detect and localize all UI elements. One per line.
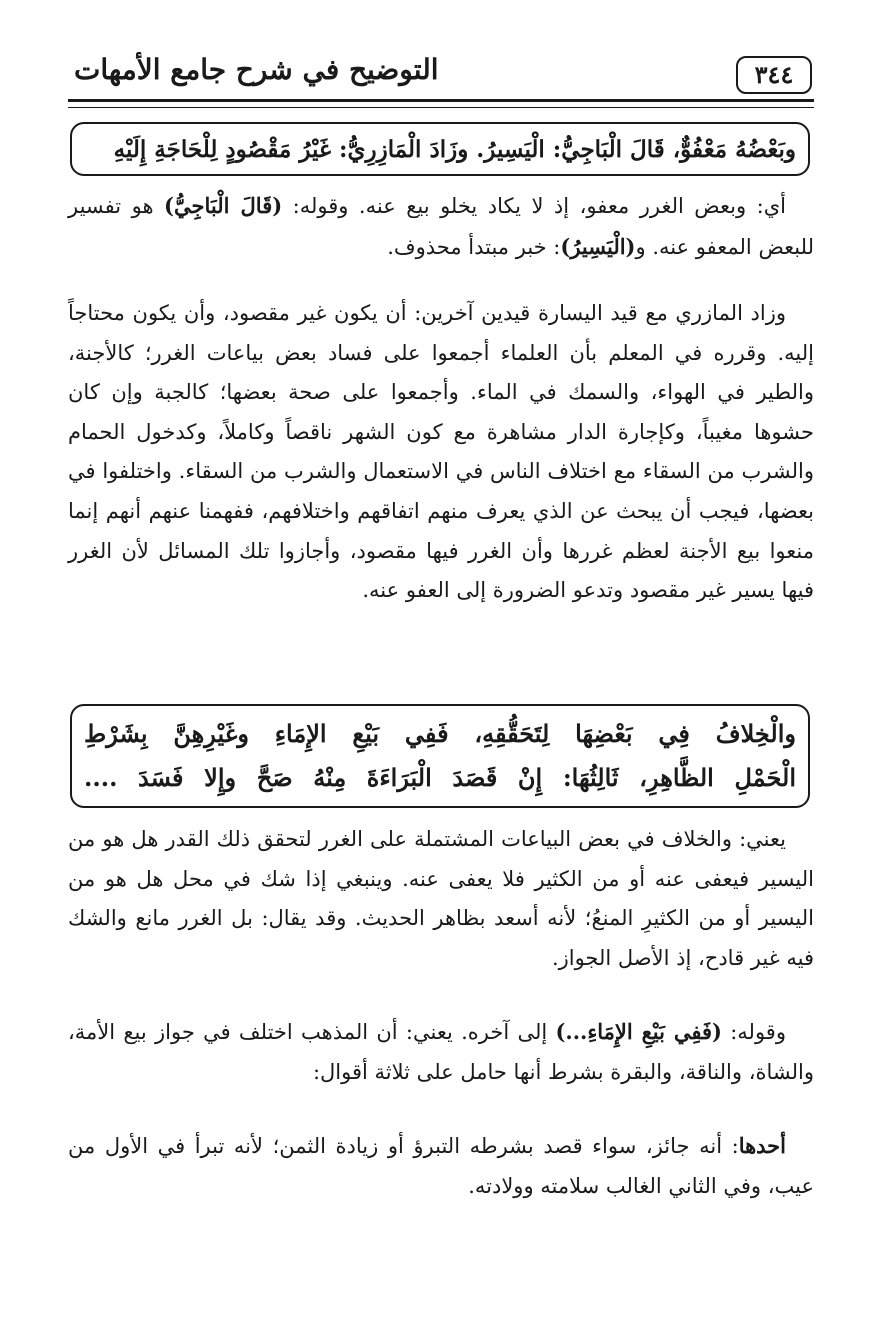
page-number: ٣٤٤ [736, 56, 812, 94]
commentary-paragraph-1 [68, 186, 814, 267]
para-1-text-b: هو تفسير للبعض المعفو عنه. و [68, 194, 814, 259]
book-title: التوضيح في شرح جامع الأمهات [74, 53, 439, 86]
matn-2-line-1: والْخِلافُ فِي بَعْضِهَا لِتَحَقُّقِهِ، فَفِي بَيْعِ الإِمَاءِ وغَيْرِهِنَّ بِشَرْطِ [84, 719, 796, 748]
commentary-paragraph-2: وزاد المازري مع قيد اليسارة قيدين آخرين: أن يكون غير مقصود، وأن يكون محتاجاً إليه. وقرره في المعلم بأن العلماء أجمعوا على فساد بعض بياعات الغرر؛ كالأجنة، والطير في الهواء، والسمك في الماء. وأجمعوا على صحة بعضها؛ كالجبة وإن كان حشوها مغيباً، وكإجارة الدار مشاهرة مع كون الشهر ناقصاً وكاملاً، وكدخول الحمام والشرب من السقاء مع اختلاف الناس في الاستعمال والشرب من السقاء. واختلفوا في بعضها، فيجب أن يبحث عن الذي يعرف منهم اتفاقهم واختلافهم، ففهمنا عنهم أنهم إنما منعوا بيع الأجنة لعظم غررها وأن الغرر فيها مقصود، وأجازوا تلك المسائل لأن الغرر فيها يسير غير مقصود وتدعو الضرورة إلى العفو عنه. [68, 301, 814, 603]
matn-2-line-2: الْحَمْلِ الظَّاهِرِ، ثَالِثُهَا: إِنْ قَصَدَ الْبَرَاءَةَ مِنْهُ صَحَّ وإِلا فَسَدَ .... [84, 763, 796, 792]
para-1-quote-baji: (قَالَ الْبَاجِيُّ) [164, 193, 283, 218]
para-1-text-c: : خبر مبتدأ محذوف. [387, 234, 561, 259]
header-rule [68, 99, 814, 102]
para-4-text-a: وقوله: [721, 1020, 786, 1044]
header-rule-thin [68, 107, 814, 108]
matn-text-1: وبَعْضُهُ مَعْفُوٌّ، قَالَ الْبَاجِيُّ: الْيَسِيرُ. وزَادَ الْمَازِرِيُّ: غَيْرُ مَقْصُودٍ لِلْحَاجَةِ إِلَيْهِ [113, 136, 796, 163]
para-1-text-a: أي: وبعض الغرر معفو، إذ لا يكاد يخلو بيع عنه. وقوله: [282, 194, 786, 218]
matn-box-1 [70, 122, 810, 176]
commentary-paragraph-5 [68, 1126, 814, 1206]
matn-box-2 [70, 704, 810, 808]
commentary-paragraph-4 [68, 1012, 814, 1092]
commentary-paragraph-3: يعني: والخلاف في بعض البياعات المشتملة على الغرر لتحقق ذلك القدر هل هو من اليسير فيعفى عنه أو من الكثير فلا يعفى عنه. وينبغي إذا شك في محل هل هو من اليسير أو من الكثيرِ المنعُ؛ لأنه أسعد بظاهر الحديث. وقد يقال: بل الغرر مانع والشك فيه غير قادح، إذ الأصل الجواز. [68, 827, 814, 970]
para-5-lead: أحدها [738, 1133, 786, 1158]
para-4-quote: (فَفِي بَيْعِ الإِمَاءِ...) [555, 1019, 722, 1044]
para-1-quote-yasir: (الْيَسِيرُ) [560, 233, 636, 259]
page-header [68, 44, 814, 102]
para-5-text: : أنه جائز، سواء قصد بشرطه التبرؤ أو زيادة الثمن؛ لأنه تبرأ في الأول من عيب، وفي الثاني الغالب سلامته وولادته. [68, 1134, 814, 1198]
para-4-text-b: إلى آخره. يعني: أن المذهب اختلف في جواز بيع الأمة، والشاة، والناقة، والبقرة بشرط أنها حامل على ثلاثة أقوال: [68, 1020, 814, 1084]
